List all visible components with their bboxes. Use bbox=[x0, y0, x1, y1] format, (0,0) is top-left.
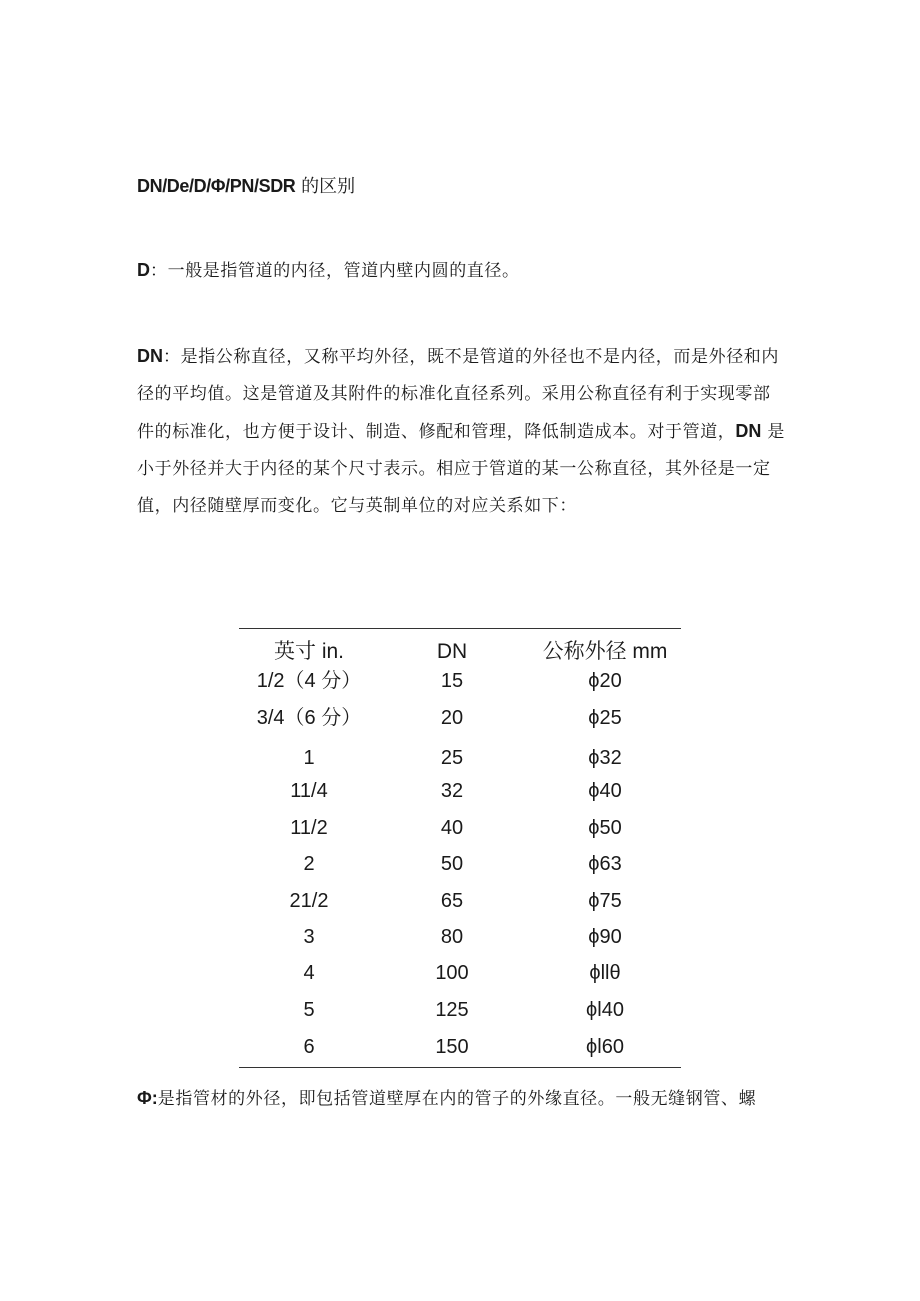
table-cell-inch: 3/4（6 分） bbox=[256, 707, 362, 729]
table-cell-inch: 1 bbox=[303, 747, 315, 769]
term-phi: Φ: bbox=[137, 1088, 158, 1108]
table-cell-od: ϕ32 bbox=[588, 747, 622, 769]
table-cell-od: ϕ63 bbox=[588, 853, 622, 875]
table-cell-od: ϕ20 bbox=[588, 670, 622, 692]
table-cell-dn: 15 bbox=[440, 670, 464, 692]
table-cell-od: ϕl60 bbox=[586, 1036, 624, 1058]
definition-dn-text-a: ：是指公称直径，又称平均外径，既不是管道的外径也不是内径，而是外径和内径的平均值。这是管道及其附件的标准化直径系列。采用公称直径有利于实现零部件的标准化，也方便于设计、制造、修配和管理，降低制造成本。对于管道， bbox=[137, 347, 779, 442]
table-cell-dn: 100 bbox=[435, 962, 469, 984]
paragraph-dn-definition bbox=[137, 338, 787, 525]
table-cell-inch: 11/4 bbox=[290, 780, 328, 802]
header-outer-diameter: 公称外径 mm bbox=[542, 640, 668, 663]
table-cell-od: ϕ25 bbox=[588, 707, 622, 729]
table-cell-inch: 6 bbox=[303, 1036, 315, 1058]
page-title bbox=[137, 174, 355, 199]
paragraph-d-definition bbox=[137, 252, 787, 290]
header-inch: 英寸 in. bbox=[273, 640, 344, 663]
term-d: D bbox=[137, 260, 150, 280]
table-cell-od: ϕllθ bbox=[589, 962, 621, 984]
table-cell-inch: 4 bbox=[303, 962, 315, 984]
table-cell-inch: 3 bbox=[303, 926, 315, 948]
header-dn: DN bbox=[436, 640, 468, 663]
table-cell-dn: 125 bbox=[435, 999, 469, 1021]
table-cell-od: ϕ75 bbox=[588, 890, 622, 912]
table-cell-dn: 25 bbox=[440, 747, 464, 769]
table-cell-dn: 80 bbox=[440, 926, 464, 948]
table-cell-od: ϕ90 bbox=[588, 926, 622, 948]
title-codes: DN/De/D/Φ/PN/SDR bbox=[137, 176, 296, 196]
paragraph-phi-definition bbox=[137, 1080, 787, 1118]
table-top-rule bbox=[239, 628, 681, 629]
table-cell-dn: 40 bbox=[440, 817, 464, 839]
table-cell-dn: 150 bbox=[435, 1036, 469, 1058]
definition-phi-text: 是指管材的外径，即包括管道壁厚在内的管子的外缘直径。一般无缝钢管、螺 bbox=[157, 1089, 757, 1109]
definition-dn-text-b: 是小于外径并大于内径的某个尺寸表示。相应于管道的某一公称直径，其外径是一定值，内径随壁厚而变化。它与英制单位的对应关系如下： bbox=[137, 422, 786, 516]
term-dn-inline: DN bbox=[735, 421, 762, 441]
table-cell-inch: 5 bbox=[303, 999, 315, 1021]
table-bottom-rule bbox=[239, 1067, 681, 1068]
table-cell-od: ϕ50 bbox=[588, 817, 622, 839]
table-cell-od: ϕ40 bbox=[588, 780, 622, 802]
table-cell-dn: 32 bbox=[440, 780, 464, 802]
table-cell-inch: 2 bbox=[303, 853, 315, 875]
table-cell-dn: 50 bbox=[440, 853, 464, 875]
table-cell-od: ϕl40 bbox=[586, 999, 624, 1021]
definition-d-text: ：一般是指管道的内径，管道内壁内圆的直径。 bbox=[150, 261, 520, 281]
term-dn: DN bbox=[137, 346, 163, 366]
title-suffix: 的区别 bbox=[295, 176, 356, 197]
table-cell-dn: 20 bbox=[440, 707, 464, 729]
table-cell-inch: 1/2（4 分） bbox=[256, 670, 362, 692]
table-cell-inch: 21/2 bbox=[289, 890, 329, 912]
table-cell-dn: 65 bbox=[440, 890, 464, 912]
table-cell-inch: 11/2 bbox=[290, 817, 328, 839]
